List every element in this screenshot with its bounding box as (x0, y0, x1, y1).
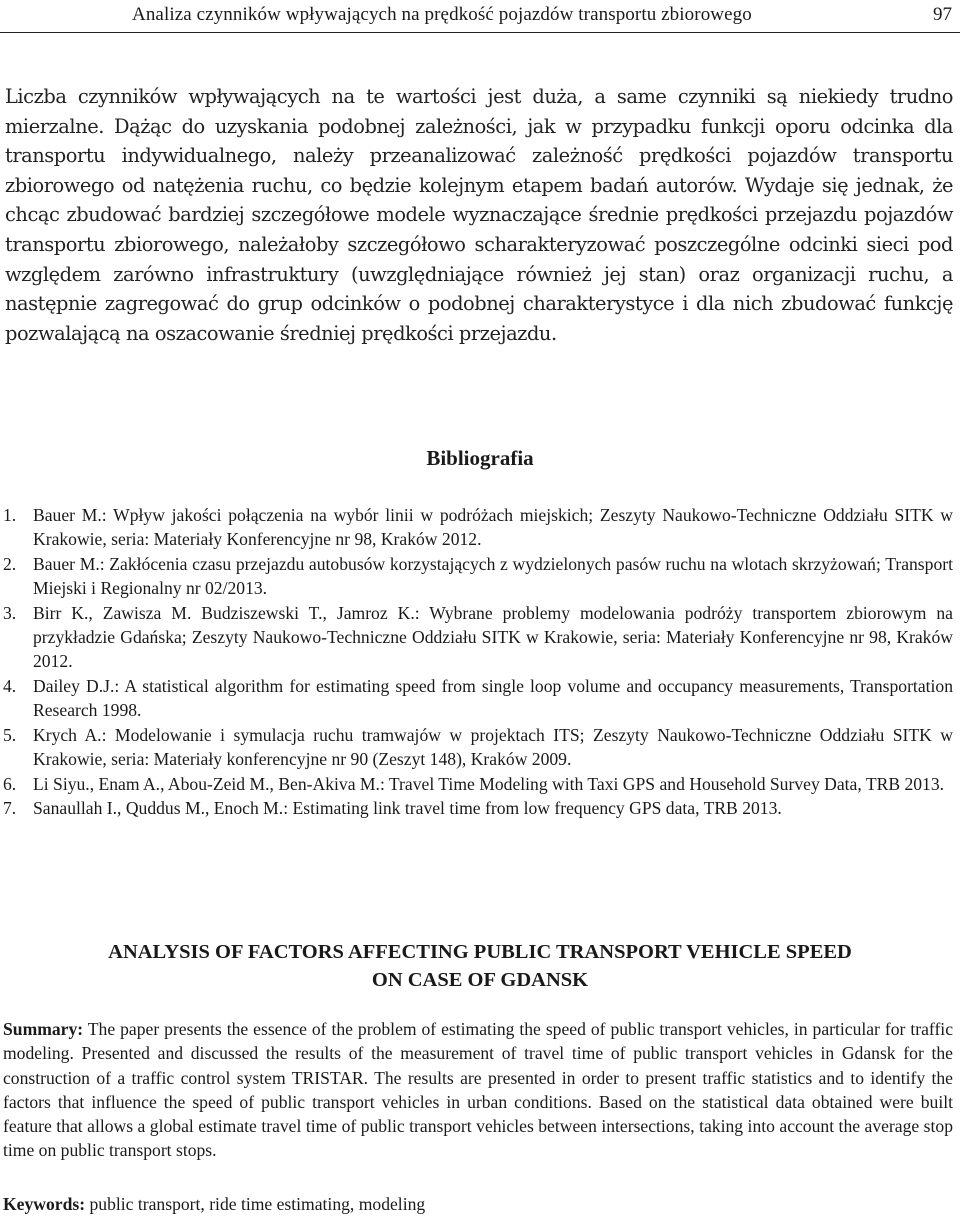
reference-item (3, 674, 953, 722)
keywords-label: Keywords: (3, 1194, 86, 1214)
english-title-line-1: ANALYSIS OF FACTORS AFFECTING PUBLIC TRANSPORT VEHICLE SPEED (108, 941, 852, 963)
bibliography-heading: Bibliografia (426, 446, 534, 470)
reference-text: Sanaullah I., Quddus M., Enoch M.: Estimating link travel time from low frequency GPS data, TRB 2013. (33, 798, 782, 819)
reference-item (3, 796, 953, 820)
bibliography-list (3, 503, 953, 821)
reference-number: 4. (3, 675, 17, 696)
keywords-text: public transport, ride time estimating, modeling (85, 1194, 426, 1214)
reference-number: 7. (3, 798, 17, 819)
reference-number: 2. (3, 553, 17, 574)
reference-text: Krych A.: Modelowanie i symulacja ruchu tramwajów w projektach ITS; Zeszyty Naukowo-Techniczne Oddziału SITK w Krakowie, seria: Materiały konferencyjne nr 90 (Zeszyt 148), Kraków 2009. (33, 724, 953, 770)
reference-text: Li Siyu., Enam A., Abou-Zeid M., Ben-Akiva M.: Travel Time Modeling with Taxi GPS and Household Survey Data, TRB 2013. (33, 773, 945, 794)
reference-number: 1. (3, 505, 17, 525)
reference-text: Bauer M.: Zakłócenia czasu przejazdu autobusów korzystających z wydzielonych pasów ruchu na wlotach skrzyżowań; Transport Miejski i Regionalny nr 02/2013. (33, 553, 953, 599)
summary-label: Summary: (3, 1019, 84, 1039)
reference-text: Bauer M.: Wpływ jakości połączenia na wybór linii w podróżach miejskich; Zeszyty Naukowo-Techniczne Oddziału SITK w Krakowie, seria: Materiały Konferencyjne nr 98, Kraków 2012. (33, 505, 953, 550)
intro-paragraph: Liczba czynników wpływających na te wartości jest duża, a same czynniki są niekiedy trudno mierzalne. Dążąc do uzyskania podobnej zależności, jak w przypadku funkcji oporu odcinka dla transportu indywidualnego, należy przeanalizować zależność prędkości pojazdów transportu zbiorowego od natężenia ruchu, co będzie kolejnym etapem badań autorów. Wydaje się jednak, że chcąc zbudować bardziej szczegółowe modele wyznaczające średnie prędkości przejazdu pojazdów transportu zbiorowego, należałoby szczegółowo scharakteryzować poszczególne odcinki sieci pod względem zarówno infrastruktury (uwzględniające również jej stan) oraz organizacji ruchu, a następnie zagregować do grup odcinków o podobnej charakterystyce i dla nich zbudować funkcję pozwalającą na oszacowanie średniej prędkości przejazdu. (5, 85, 953, 345)
summary-text: The paper presents the essence of the problem of estimating the speed of public transport vehicles, in particular for traffic modeling. Presented and discussed the results of the measurement of travel time of public transport vehicles in Gdansk for the construction of a traffic control system TRISTAR. The results are presented in order to present traffic statistics and to identify the factors that influence the speed of public transport vehicles in urban conditions. Based on the statistical data obtained were built feature that allows a global estimate travel time of public transport vehicles between intersections, taking into account the average stop time on public transport stops. (3, 1019, 953, 1161)
reference-number: 6. (3, 773, 17, 794)
reference-item (3, 503, 953, 551)
page-header (0, 0, 960, 33)
reference-number: 5. (3, 724, 17, 745)
reference-item (3, 601, 953, 674)
keywords-line (3, 1192, 953, 1216)
reference-item (3, 723, 953, 771)
reference-text: Birr K., Zawisza M. Budziszewski T., Jamroz K.: Wybrane problemy modelowania podróży transportem zbiorowym na przykładzie Gdańska; Zeszyty Naukowo-Techniczne Oddziału SITK w Krakowie, seria: Materiały Konferencyjne nr 98, Kraków 2012. (33, 602, 953, 672)
reference-item (3, 772, 953, 796)
reference-item (3, 552, 953, 600)
reference-text: Dailey D.J.: A statistical algorithm for estimating speed from single loop volume and occupancy measurements, Transportation Research 1998. (33, 675, 953, 721)
reference-number: 3. (3, 602, 17, 623)
summary-paragraph (3, 1017, 953, 1163)
english-title-line-2: ON CASE OF GDANSK (371, 969, 589, 991)
running-title: Analiza czynników wpływających na prędkość pojazdów transportu zbiorowego (132, 4, 752, 25)
page-number: 97 (933, 4, 952, 25)
english-title (0, 938, 960, 994)
